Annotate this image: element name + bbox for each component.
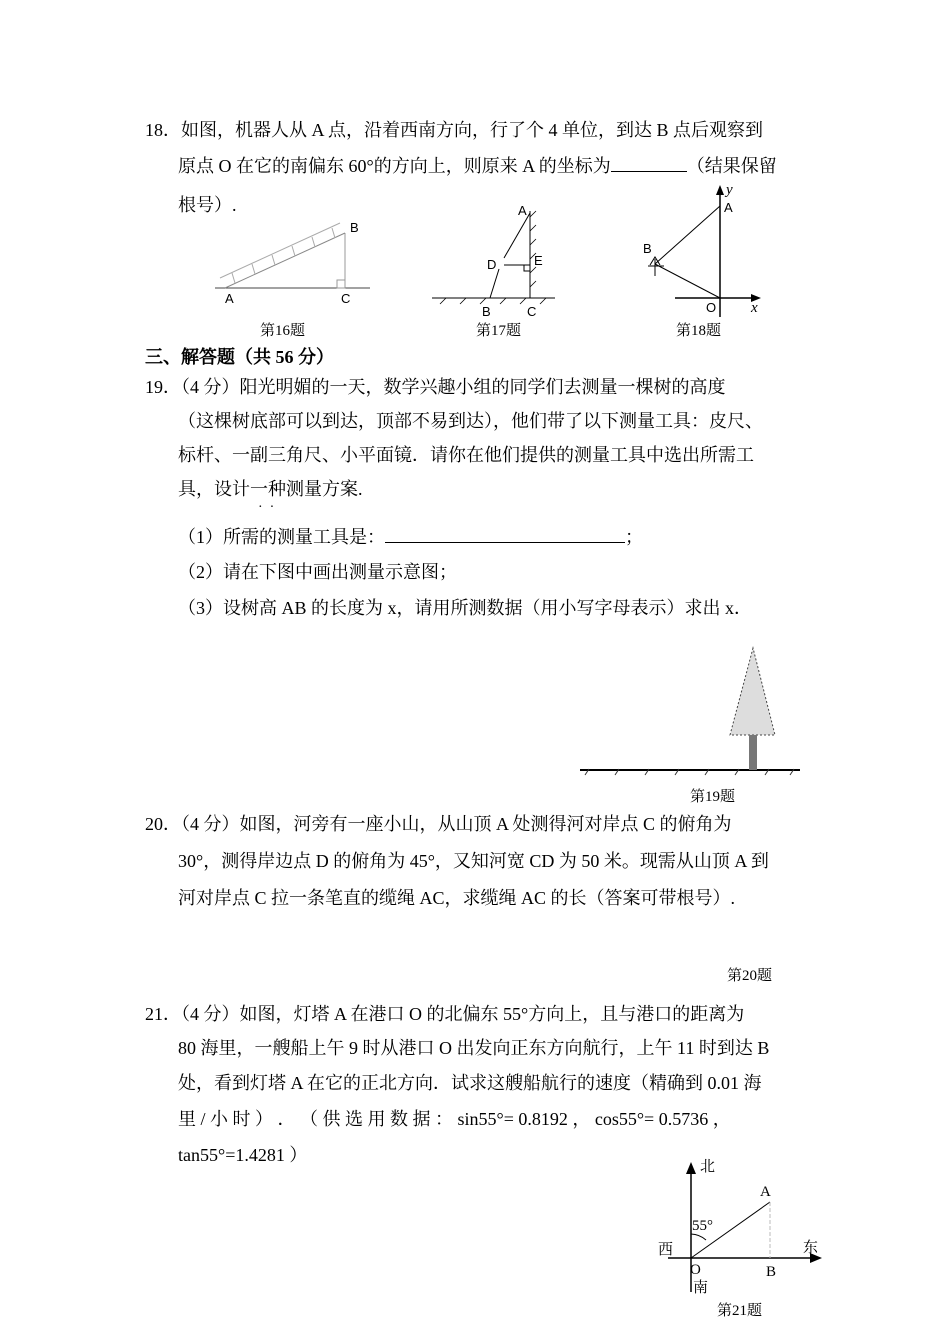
fig21-label-west: 西: [658, 1242, 674, 1258]
fig17-label-b: B: [482, 304, 491, 319]
q19-line2: （这棵树底部可以到达，顶部不易到达），他们带了以下测量工具：皮尺、: [178, 411, 763, 431]
q19-answer-blank[interactable]: [385, 526, 625, 543]
section-3-title: 三、解答题（共 56 分）: [145, 347, 334, 367]
fig21-label-a: A: [760, 1184, 771, 1200]
fig18-label-a: A: [724, 200, 733, 215]
q19-line1: 19．（4 分）阳光明媚的一天，数学兴趣小组的同学们去测量一棵树的高度: [145, 377, 726, 397]
fig18-label-x: x: [751, 300, 758, 316]
fig16-caption: 第16题: [260, 323, 306, 339]
q18-line2-tail: （结果保留: [686, 156, 777, 176]
fig21-label-east: 东: [803, 1240, 819, 1256]
fig19-caption: 第19题: [690, 789, 736, 805]
fig21-label-o: O: [690, 1262, 701, 1278]
q18-line2-text: 原点 O 在它的南偏东 60°的方向上，则原来 A 的坐标为: [178, 156, 611, 176]
q21-line1: 21．（4 分）如图，灯塔 A 在港口 O 的北偏东 55°方向上，且与港口的距离为: [145, 1004, 745, 1024]
q21-line5: tan55°=1.4281 ）: [178, 1145, 308, 1165]
emphasis-dots: · ·: [258, 500, 275, 515]
fig16-label-c: C: [341, 291, 351, 306]
fig21-label-north: 北: [700, 1159, 716, 1175]
fig18-caption: 第18题: [676, 323, 722, 339]
fig16-label-a: A: [225, 291, 234, 306]
q19-sub3: （3）设树高 AB 的长度为 x，请用所测数据（用小写字母表示）求出 x．: [178, 598, 753, 618]
q19-sub1-text: （1）所需的测量工具是：: [178, 527, 385, 547]
fig21-label-angle: 55°: [692, 1218, 713, 1234]
q21-line3: 处，看到灯塔 A 在它的正北方向．试求这艘船航行的速度（精确到 0.01 海: [178, 1073, 762, 1093]
fig21-label-b: B: [766, 1264, 777, 1280]
fig20-caption: 第20题: [727, 968, 773, 984]
fig16-label-b: B: [350, 220, 359, 235]
figure-17: [430, 203, 560, 318]
q18-answer-blank[interactable]: [611, 155, 687, 172]
q21-line4: 里 / 小 时 ） ． （ 供 选 用 数 据 ： sin55°= 0.8192 ， cos55°= 0.5736 ，: [178, 1109, 731, 1129]
fig18-label-b: B: [643, 241, 652, 256]
q19-line4: 具，设计一种测量方案.: [178, 479, 363, 499]
figure-19-tree: [575, 640, 805, 780]
figure-16: [210, 215, 380, 310]
q21-line2: 80 海里，一艘船上午 9 时从港口 O 出发向正东方向航行，上午 11 时到达 B: [178, 1038, 770, 1058]
q19-sub1: [178, 526, 643, 548]
q19-sub1-tail: ；: [625, 527, 643, 547]
q20-line1: 20．（4 分）如图，河旁有一座小山，从山顶 A 处测得河对岸点 C 的俯角为: [145, 814, 732, 834]
q19-line3: 标杆、一副三角尺、小平面镜．请你在他们提供的测量工具中选出所需工: [178, 445, 754, 465]
q20-line2: 30°，测得岸边点 D 的俯角为 45°，又知河宽 CD 为 50 米。现需从山顶 A 到: [178, 851, 769, 871]
fig21-caption: 第21题: [717, 1303, 763, 1319]
fig17-label-a: A: [518, 203, 527, 218]
q18-line3: 根号）.: [178, 195, 237, 215]
fig21-label-south: 南: [693, 1280, 709, 1296]
fig18-label-o: O: [706, 300, 717, 315]
q19-sub2: （2）请在下图中画出测量示意图；: [178, 562, 457, 582]
q18-line2: [178, 155, 777, 177]
fig17-caption: 第17题: [476, 323, 522, 339]
figure-18: [640, 181, 770, 319]
fig17-label-e: E: [534, 253, 543, 268]
fig18-label-y: y: [726, 182, 733, 198]
fig17-label-c: C: [527, 304, 537, 319]
figure-21: [640, 1150, 840, 1300]
q18-line1: 18．如图，机器人从 A 点，沿着西南方向，行了个 4 单位，到达 B 点后观察到: [145, 120, 764, 140]
fig17-label-d: D: [487, 257, 497, 272]
q20-line3: 河对岸点 C 拉一条笔直的缆绳 AC，求缆绳 AC 的长（答案可带根号）.: [178, 888, 736, 908]
